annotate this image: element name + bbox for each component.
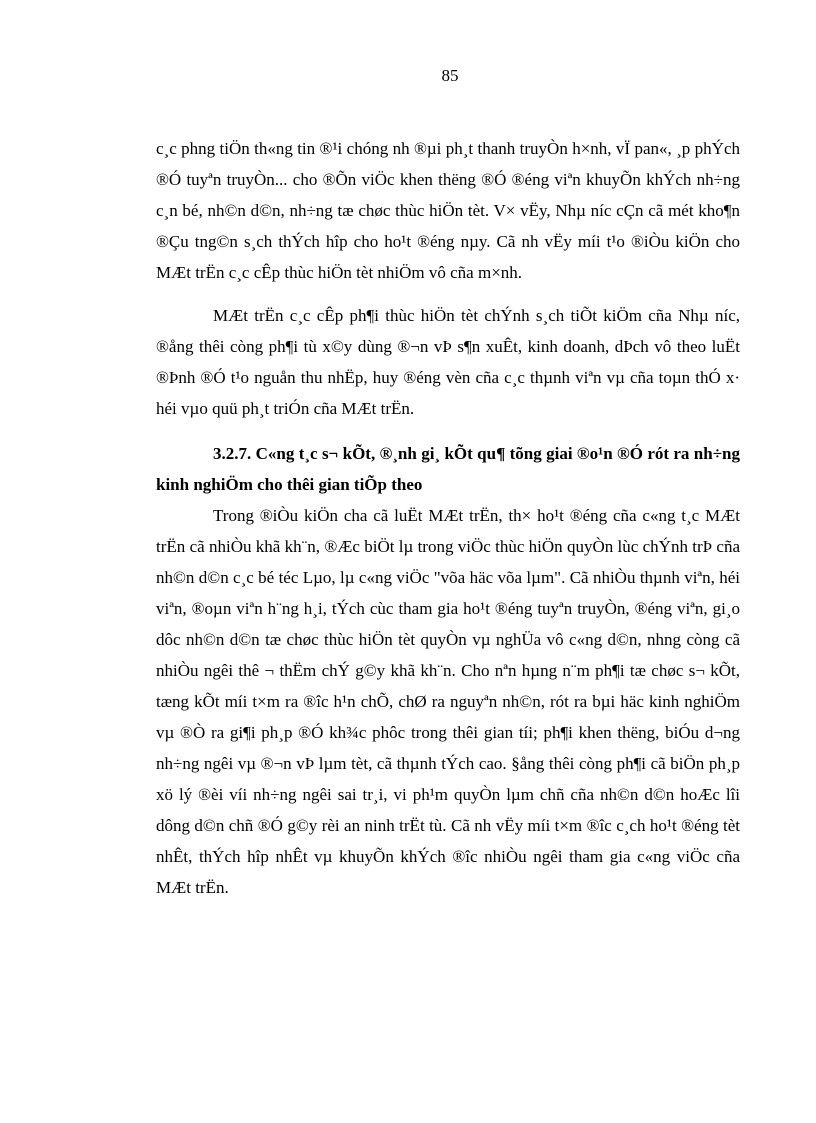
paragraph-2: MÆt trËn c¸c cÊp ph¶i thùc hiÖn tèt chÝnh s¸ch tiÕt kiÖm cña Nhµ níc, ®ång thêi còng ph¶i tù x©y dùng ®¬n vÞ s¶n xuÊt, kinh doanh, dÞch vô theo luËt ®Þnh ®Ó t¹o nguån thu nhËp, huy ®éng vèn cña c¸c thµnh viªn vµ cña toµn thÓ x· héi vµo quü ph¸t triÓn cña MÆt trËn. xyxy=(156,306,740,418)
section-paragraph: Trong ®iÒu kiÖn cha cã luËt MÆt trËn, th× ho¹t ®éng cña c«ng t¸c MÆt trËn cã nhiÒu khã kh¨n, ®Æc biÖt lµ trong viÖc thùc hiÖn quyÒn lùc chÝnh trÞ cña nh©n d©n c¸c bé téc Lµo, lµ c«ng viÖc "võa häc võa lµm". Cã nhiÒu thµnh viªn, héi viªn, ®oµn viªn h¨ng h¸i, tÝch cùc tham gia ho¹t ®éng tuyªn truyÒn, ®éng viªn, gi¸o dôc nh©n d©n tæ chøc thùc hiÖn tèt quyÒn vµ nghÜa vô c«ng d©n, nhng còng cã nhiÒu ngêi thê ¬ thËm chÝ g©y khã kh¨n. Cho nªn hµng n¨m ph¶i tæ chøc s¬ kÕt, tæng kÕt míi t×m ra ®îc h¹n chÕ, chØ ra nguyªn nh©n, rót ra bµi häc kinh nghiÖm vµ ®Ò ra gi¶i ph¸p ®Ó kh¾c phôc trong thêi gian tíi; ph¶i khen thëng, biÓu d¬ng nh÷ng ngêi vµ ®¬n vÞ lµm tèt, cã thµnh tÝch cao. §ång thêi còng ph¶i cã biÖn ph¸p xö lý ®èi víi nh÷ng ngêi sai tr¸i, vi ph¹m quyÒn lµm chñ cña nh©n d©n hoÆc lîi dông d©n chñ ®Ó g©y rèi an ninh trËt tù. Cã nh vËy míi t×m ®îc c¸ch ho¹t ®éng tèt nhÊt, thÝch hîp nhÊt vµ khuyÕn khÝch ®îc nhiÒu ngêi tham gia c«ng viÖc cña MÆt trËn. xyxy=(156,506,740,897)
document-body xyxy=(156,133,740,903)
section-heading: 3.2.7. C«ng t¸c s¬ kÕt, ®¸nh gi¸ kÕt qu¶ tõng giai ®o¹n ®Ó rót ra nh÷ng kinh nghiÖm cho thêi gian tiÕp theo xyxy=(156,444,740,494)
paragraph-1: c¸c phng tiÖn th«ng tin ®¹i chóng nh ®µi ph¸t thanh truyÒn h×nh, vÏ pan«, ¸p phÝch ®Ó tuyªn truyÒn... cho ®Õn viÖc khen thëng ®Ó ®éng viªn khuyÕn khÝch nh÷ng c¸n bé, nh©n d©n, nh÷ng tæ chøc thùc hiÖn tèt. V× vËy, Nhµ níc cÇn cã mét kho¶n ®Çu tng©n s¸ch thÝch hîp cho ho¹t ®éng nµy. Cã nh vËy míi t¹o ®iÒu kiÖn cho MÆt trËn c¸c cÊp thùc hiÖn tèt nhiÖm vô cña m×nh. xyxy=(156,139,740,282)
page-number: 85 xyxy=(441,66,459,85)
